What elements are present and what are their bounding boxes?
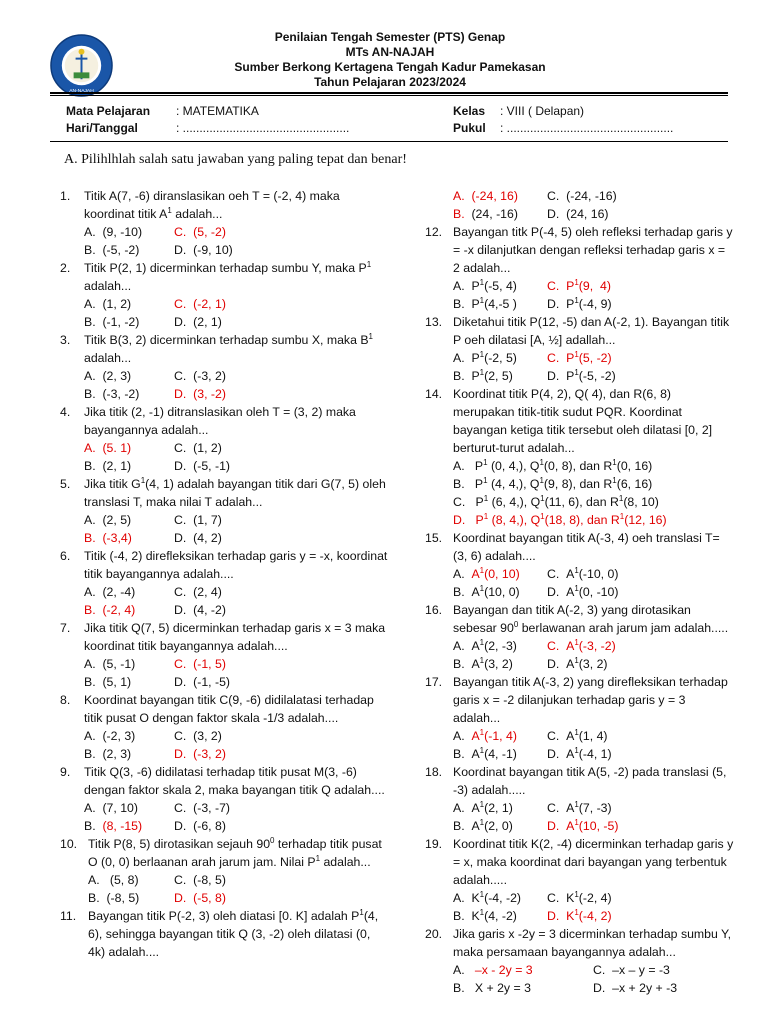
- school-logo: [49, 33, 114, 98]
- question-19: 19. Koordinat titik K(2, -4) dicerminkan terhadap garis y = x, maka koordinat dari bayangan yang terbentuk adalah..... A. $K^1(-4$, -2) C. $K^1(-2$, 4) B. $K^1(4$, -2) D. $K^1(-4$, 2): [425, 837, 734, 923]
- question-6: 6. Titik (-4, 2) direfleksikan terhadap garis y = -x, koordinat titik bayangannya adalah.... A. (2, -4) C. (2, 4) B. (-2, 4) D. (4, -2): [60, 549, 388, 617]
- question-7: 7. Jika titik Q(7, 5) dicerminkan terhadap garis x = 3 maka koordinat titik bayangannya adalah.... A. (5, -1) C. (-1, 5) B. (5, 1) D. (-1, -5): [60, 621, 386, 689]
- question-5: 5. Jika titik $G^1(4$, 1) adalah bayangan titik dari G(7, 5) oleh translasi T, maka nilai T adalah... A. (2, 5) C. (1, 7) B. (-3,4) D. (4, 2): [60, 475, 386, 545]
- question-15: 15. Koordinat bayangan titik A(-3, 4) oeh translasi T= (3, 6) adalah.... A. $A^1(0$, 10) C. $A^1(-10$, 0) B. $A^1(10$, 0) D. $A^1(0$, -10): [425, 531, 720, 599]
- header-rule-top: [50, 92, 728, 94]
- section-instruction: A. Pilihlhlah salah satu jawaban yang paling tepat dan benar!: [64, 152, 407, 167]
- question-11: 11. Bayangan titik P(-2, 3) oleh diatasi [0. K] adalah $P^1(4$, 6), sehingga bayangan titik Q (3, -2) oleh dilatasi (0, 4k) adalah....: [60, 907, 379, 959]
- info-kelas: Kelas: [453, 104, 486, 118]
- question-1: 1. Titik A(7, -6) diranslasikan oeh T = (-2, 4) maka koordinat titik $A^1$ adalah... A. (9, -10) C. (5, -2) B. (-5, -2) D. (-9, 10): [60, 189, 340, 257]
- exam-header: [120, 30, 660, 90]
- question-11-options: A. (-24, 16) C. (-24, -16) B. (24, -16) D. (24, 16): [453, 189, 617, 221]
- question-20: 20. Jika garis x -2y = 3 dicerminkan terhadap sumbu Y, maka persamaan bayangannya adalah... A. –x - 2y = 3 C. –x – y = -3 B. X + 2y = 3 D. –x + 2y + -3: [425, 927, 732, 995]
- question-9: 9. Titik Q(3, -6) didilatasi terhadap titik pusat M(3, -6) dengan faktor skala 2, maka bayangan titik Q adalah.... A. (7, 10) C. (-3, -7) B. (8, -15) D. (-6, 8): [60, 765, 385, 833]
- info-mapel-value: : MATEMATIKA: [176, 104, 259, 118]
- questions-left: [60, 187, 390, 961]
- info-hari-value: : ..................................................: [176, 121, 350, 135]
- info-rule: [50, 141, 728, 142]
- info-mapel: Mata Pelajaran: [66, 104, 151, 118]
- question-4: 4. Jika titik (2, -1) ditranslasikan oleh T = (3, 2) maka bayangannya adalah... A. (5. 1) C. (1, 2) B. (2, 1) D. (-5, -1): [60, 405, 356, 473]
- info-pukul: Pukul: [453, 121, 486, 135]
- header-address: Sumber Berkong Kertagena Tengah Kadur Pamekasan: [234, 60, 546, 74]
- questions-right: [425, 187, 735, 997]
- header-title: Penilaian Tengah Semester (PTS) Genap: [274, 30, 506, 44]
- question-13: 13. Diketahui titik P(12, -5) dan A(-2, 1). Bayangan titik P oeh dilatasi [A, ½] adallah... A. $P^1(-2$, 5) C. $P^1(5$, -2) B. $P^1(2$, 5) D. $P^1(-5$, -2): [425, 315, 730, 383]
- question-3: 3. Titik B(3, 2) dicerminkan terhadap sumbu X, maka $B^1$ adalah... A. (2, 3) C. (-3, 2) B. (-3, -2) D. (3, -2): [60, 331, 373, 401]
- header-school: MTs AN-NAJAH: [345, 45, 435, 59]
- header-year: Tahun Pelajaran 2023/2024: [314, 75, 466, 89]
- question-16: 16. Bayangan dan titik A(-2, 3) yang dirotasikan sebesar $90^0$ berlawanan arah jarum jam adalah..... A. $A^1(2$, -3) C. $A^1(-3$, -2) B. $A^1(3$, 2) D. $A^1(3$, 2): [425, 603, 729, 671]
- question-14: 14. Koordinat titik P(4, 2), Q( 4), dan R(6, 8) merupakan titik-titik sudut PQR. Koordinat bayangan ketiga titik tersebut oleh dilatasi [0, 2] berturut-turut adalah... A. $P^1$ (0, 4,), $Q^1(0$, 8), dan $R^1(0$, 16) B. $P^1$ (4, 4,), $Q^1(9$, 8), dan $R^1(6$, 16) C. $P^1$ (6, 4,), $Q^1(11$, 6), dan $R^1(8$, 10) D. $P^1$ (8, 4,), $Q^1(18$, 8), dan $R^1(12$, 16): [425, 387, 713, 527]
- question-18: 18. Koordinat bayangan titik A(5, -2) pada translasi (5, -3) adalah..... A. $A^1(2$, 1) C. $A^1(7$, -3) B. $A^1(2$, 0) D. $A^1(10$, -5): [425, 765, 727, 833]
- question-12: 12. Bayangan titk P(-4, 5) oleh refleksi terhadap garis y = -x dilanjutkan dengan refleksi terhadap garis x = 2 adalah... A. $P^1(-5$, 4) C. $P^1(9$, 4) B. $P^1(4,-5$ ) D. $P^1(-4$, 9): [425, 225, 733, 311]
- question-2: 2. Titik P(2, 1) dicerminkan terhadap sumbu Y, maka $P^1$ adalah... A. (1, 2) C. (-2, 1) B. (-1, -2) D. (2, 1): [60, 259, 372, 329]
- question-17: 17. Bayangan titik A(-3, 2) yang direfleksikan terhadap garis x = -2 dilanjukan terhadap garis y = 3 adalah... A. $A^1(-1$, 4) C. $A^1(1$, 4) B. $A^1(4$, -1) D. $A^1(-4$, 1): [425, 675, 728, 761]
- header-rule-bottom: [50, 95, 728, 96]
- info-kelas-value: : VIII ( Delapan): [500, 104, 585, 118]
- info-pukul-value: : ..................................................: [500, 121, 674, 135]
- question-10: 10. Titik P(8, 5) dirotasikan sejauh $90^0$ terhadap titik pusat O (0, 0) berlaanan arah jarum jam. Nilai $P^1$ adalah... A. (5, 8) C. (-8, 5) B. (-8, 5) D. (-5, 8): [60, 835, 382, 905]
- info-hari: Hari/Tanggal: [66, 121, 138, 135]
- question-8: 8. Koordinat bayangan titik C(9, -6) didilalatasi terhadap titik pusat O dengan faktor skala -1/3 adalah.... A. (-2, 3) C. (3, 2) B. (2, 3) D. (-3, 2): [60, 693, 374, 761]
